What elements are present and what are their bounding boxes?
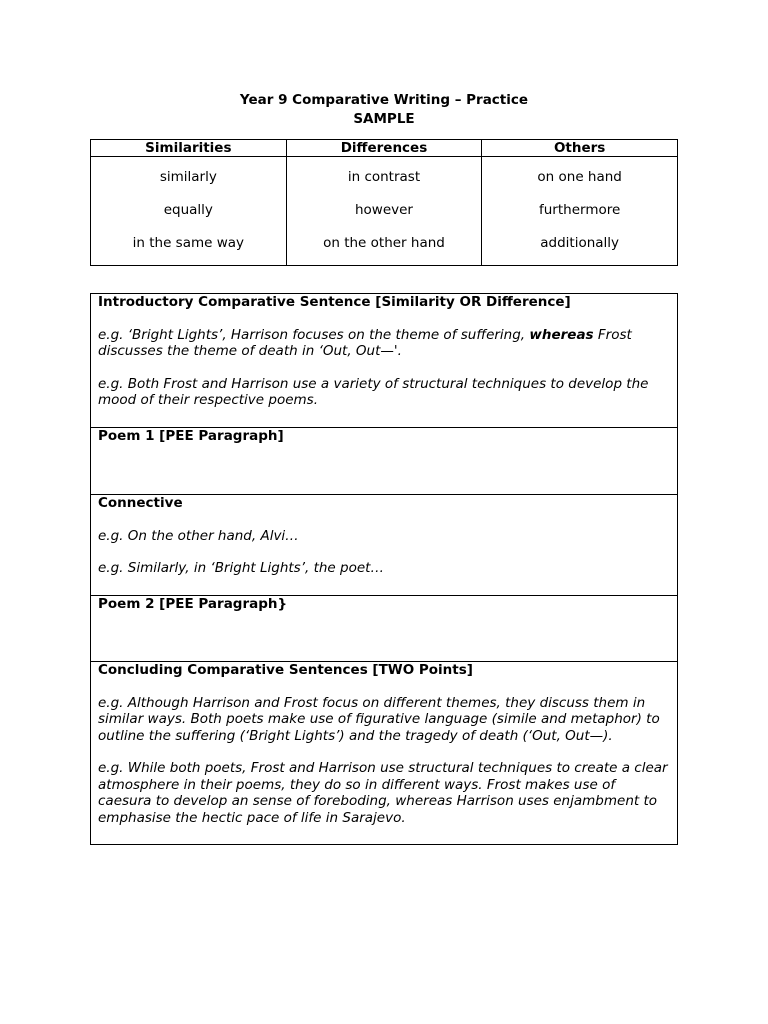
page-subtitle: SAMPLE <box>353 111 415 127</box>
connective-example-1: e.g. On the other hand, Alvi… <box>98 527 299 544</box>
page-title: Year 9 Comparative Writing – Practice <box>239 92 529 108</box>
column-heading-differences: Differences <box>286 140 482 157</box>
table-row <box>91 157 678 266</box>
connective-section <box>91 494 677 595</box>
connective-example-2: e.g. Similarly, in ‘Bright Lights’, the poet… <box>98 560 384 576</box>
connective-word: on the other hand <box>323 235 445 251</box>
column-heading-similarities: Similarities <box>91 140 287 157</box>
concluding-example-2: e.g. While both poets, Frost and Harrison use structural techniques to create a clear atmosphere in their poems, they do so in different ways. Frost makes use of caesura to develop an sense of foreboding, whereas Harrison uses enjambment to emphasise the hectic pace of life in Sarajevo. <box>98 760 668 826</box>
concluding-example-1: e.g. Although Harrison and Frost focus on different themes, they discuss them in similar ways. Both poets make use of figurative language (simile and metaphor) to outline the suffering (‘Bright Lights’) and the tragedy of death (‘Out, Out—). <box>98 694 660 744</box>
connective-heading: Connective <box>98 495 183 511</box>
intro-section <box>91 294 677 427</box>
intro-example-2: e.g. Both Frost and Harrison use a variety of structural techniques to develop the mood of their respective poems. <box>98 375 649 408</box>
connective-word: similarly <box>159 169 217 185</box>
similarities-cell <box>91 157 287 266</box>
writing-frame <box>90 293 678 845</box>
intro-example-1 <box>98 327 670 360</box>
poem2-heading: Poem 2 [PEE Paragraph} <box>98 596 288 612</box>
connective-word: equally <box>163 202 213 218</box>
table-header-row <box>91 140 678 157</box>
connective-word: additionally <box>540 235 620 251</box>
others-cell <box>482 157 678 266</box>
intro-example-1-emphasis: whereas <box>529 326 594 343</box>
intro-example-1-text: e.g. ‘Bright Lights’, Harrison focuses on the theme of suffering, <box>98 326 530 343</box>
connective-word: furthermore <box>539 202 621 218</box>
connectives-table <box>90 139 678 266</box>
poem1-heading: Poem 1 [PEE Paragraph] <box>98 428 284 444</box>
connective-word: on one hand <box>537 169 622 185</box>
connective-word: in contrast <box>347 169 421 185</box>
poem1-section <box>91 427 677 494</box>
intro-example-1-rest: Frost discusses the theme of death in ‘Out, Out—'. <box>98 326 632 359</box>
concluding-section <box>91 661 677 844</box>
intro-heading: Introductory Comparative Sentence [Similarity OR Difference] <box>98 294 571 310</box>
differences-cell <box>286 157 482 266</box>
column-heading-others: Others <box>482 140 678 157</box>
connective-word: in the same way <box>132 235 245 251</box>
poem2-section <box>91 595 677 661</box>
concluding-heading: Concluding Comparative Sentences [TWO Points] <box>98 662 473 678</box>
connective-word: however <box>354 202 413 218</box>
